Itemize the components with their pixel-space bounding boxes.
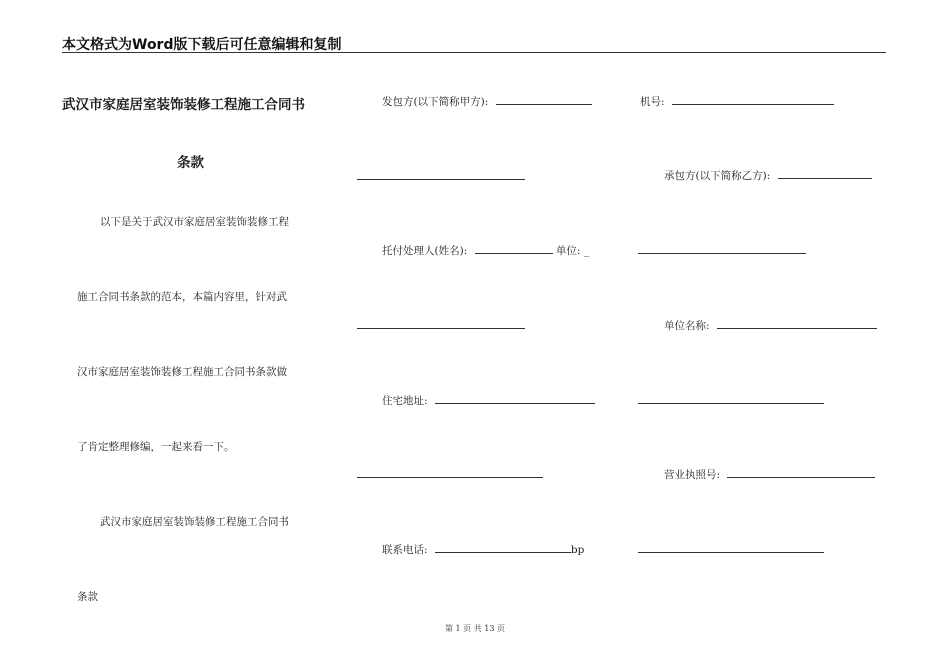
blank-line xyxy=(638,552,824,553)
page-number: 第 1 页 共 13 页 xyxy=(445,624,505,633)
license-blank xyxy=(727,468,875,478)
party-b-label: 承包方(以下简称乙方): xyxy=(664,170,771,182)
party-a-blank xyxy=(496,95,592,105)
blank-line xyxy=(357,328,525,329)
license-field xyxy=(664,467,875,482)
unit-name-blank xyxy=(717,319,877,329)
section-heading: 武汉市家庭居室装饰装修工程施工合同书 xyxy=(100,516,289,528)
intro-line: 了肯定整理修编，一起来看一下。 xyxy=(77,441,235,453)
blank-line xyxy=(638,403,824,404)
blank-line xyxy=(357,477,543,478)
header-divider xyxy=(62,52,886,53)
section-heading-continued: 条款 xyxy=(77,591,98,603)
blank-line xyxy=(638,253,806,254)
license-label: 营业执照号: xyxy=(664,469,721,481)
blank-line xyxy=(357,179,525,180)
party-a-label: 发包方(以下简称甲方): xyxy=(382,96,489,108)
contact-suffix: bp xyxy=(570,544,585,556)
unit-name-label: 单位名称: xyxy=(664,320,710,332)
phone-label: 机号: xyxy=(640,96,665,108)
phone-blank xyxy=(672,95,834,105)
contact-field xyxy=(382,542,584,557)
party-b-field xyxy=(664,168,872,183)
address-field xyxy=(382,393,595,408)
address-blank xyxy=(435,394,595,404)
agent-blank xyxy=(475,244,553,254)
phone-field xyxy=(640,94,834,109)
intro-line: 以下是关于武汉市家庭居室装饰装修工程 xyxy=(100,216,289,228)
document-title: 武汉市家庭居室装饰装修工程施工合同书 xyxy=(62,97,305,113)
address-label: 住宅地址: xyxy=(382,395,428,407)
contact-label: 联系电话: xyxy=(382,544,428,556)
agent-field xyxy=(382,243,589,258)
unit-tail: _ xyxy=(583,245,590,257)
agent-label: 托付处理人(姓名): xyxy=(382,245,468,257)
document-title-continued: 条款 xyxy=(177,155,204,171)
intro-line: 施工合同书条款的范本，本篇内容里，针对武 xyxy=(77,291,287,303)
intro-line: 汉市家庭居室装饰装修工程施工合同书条款做 xyxy=(77,366,287,378)
contact-blank xyxy=(435,543,571,553)
unit-name-field xyxy=(664,318,877,333)
unit-label: 单位: xyxy=(555,245,581,257)
document-header: 本文格式为Word版下载后可任意编辑和复制 xyxy=(62,37,342,53)
party-b-blank xyxy=(778,169,872,179)
party-a-field xyxy=(382,94,592,109)
